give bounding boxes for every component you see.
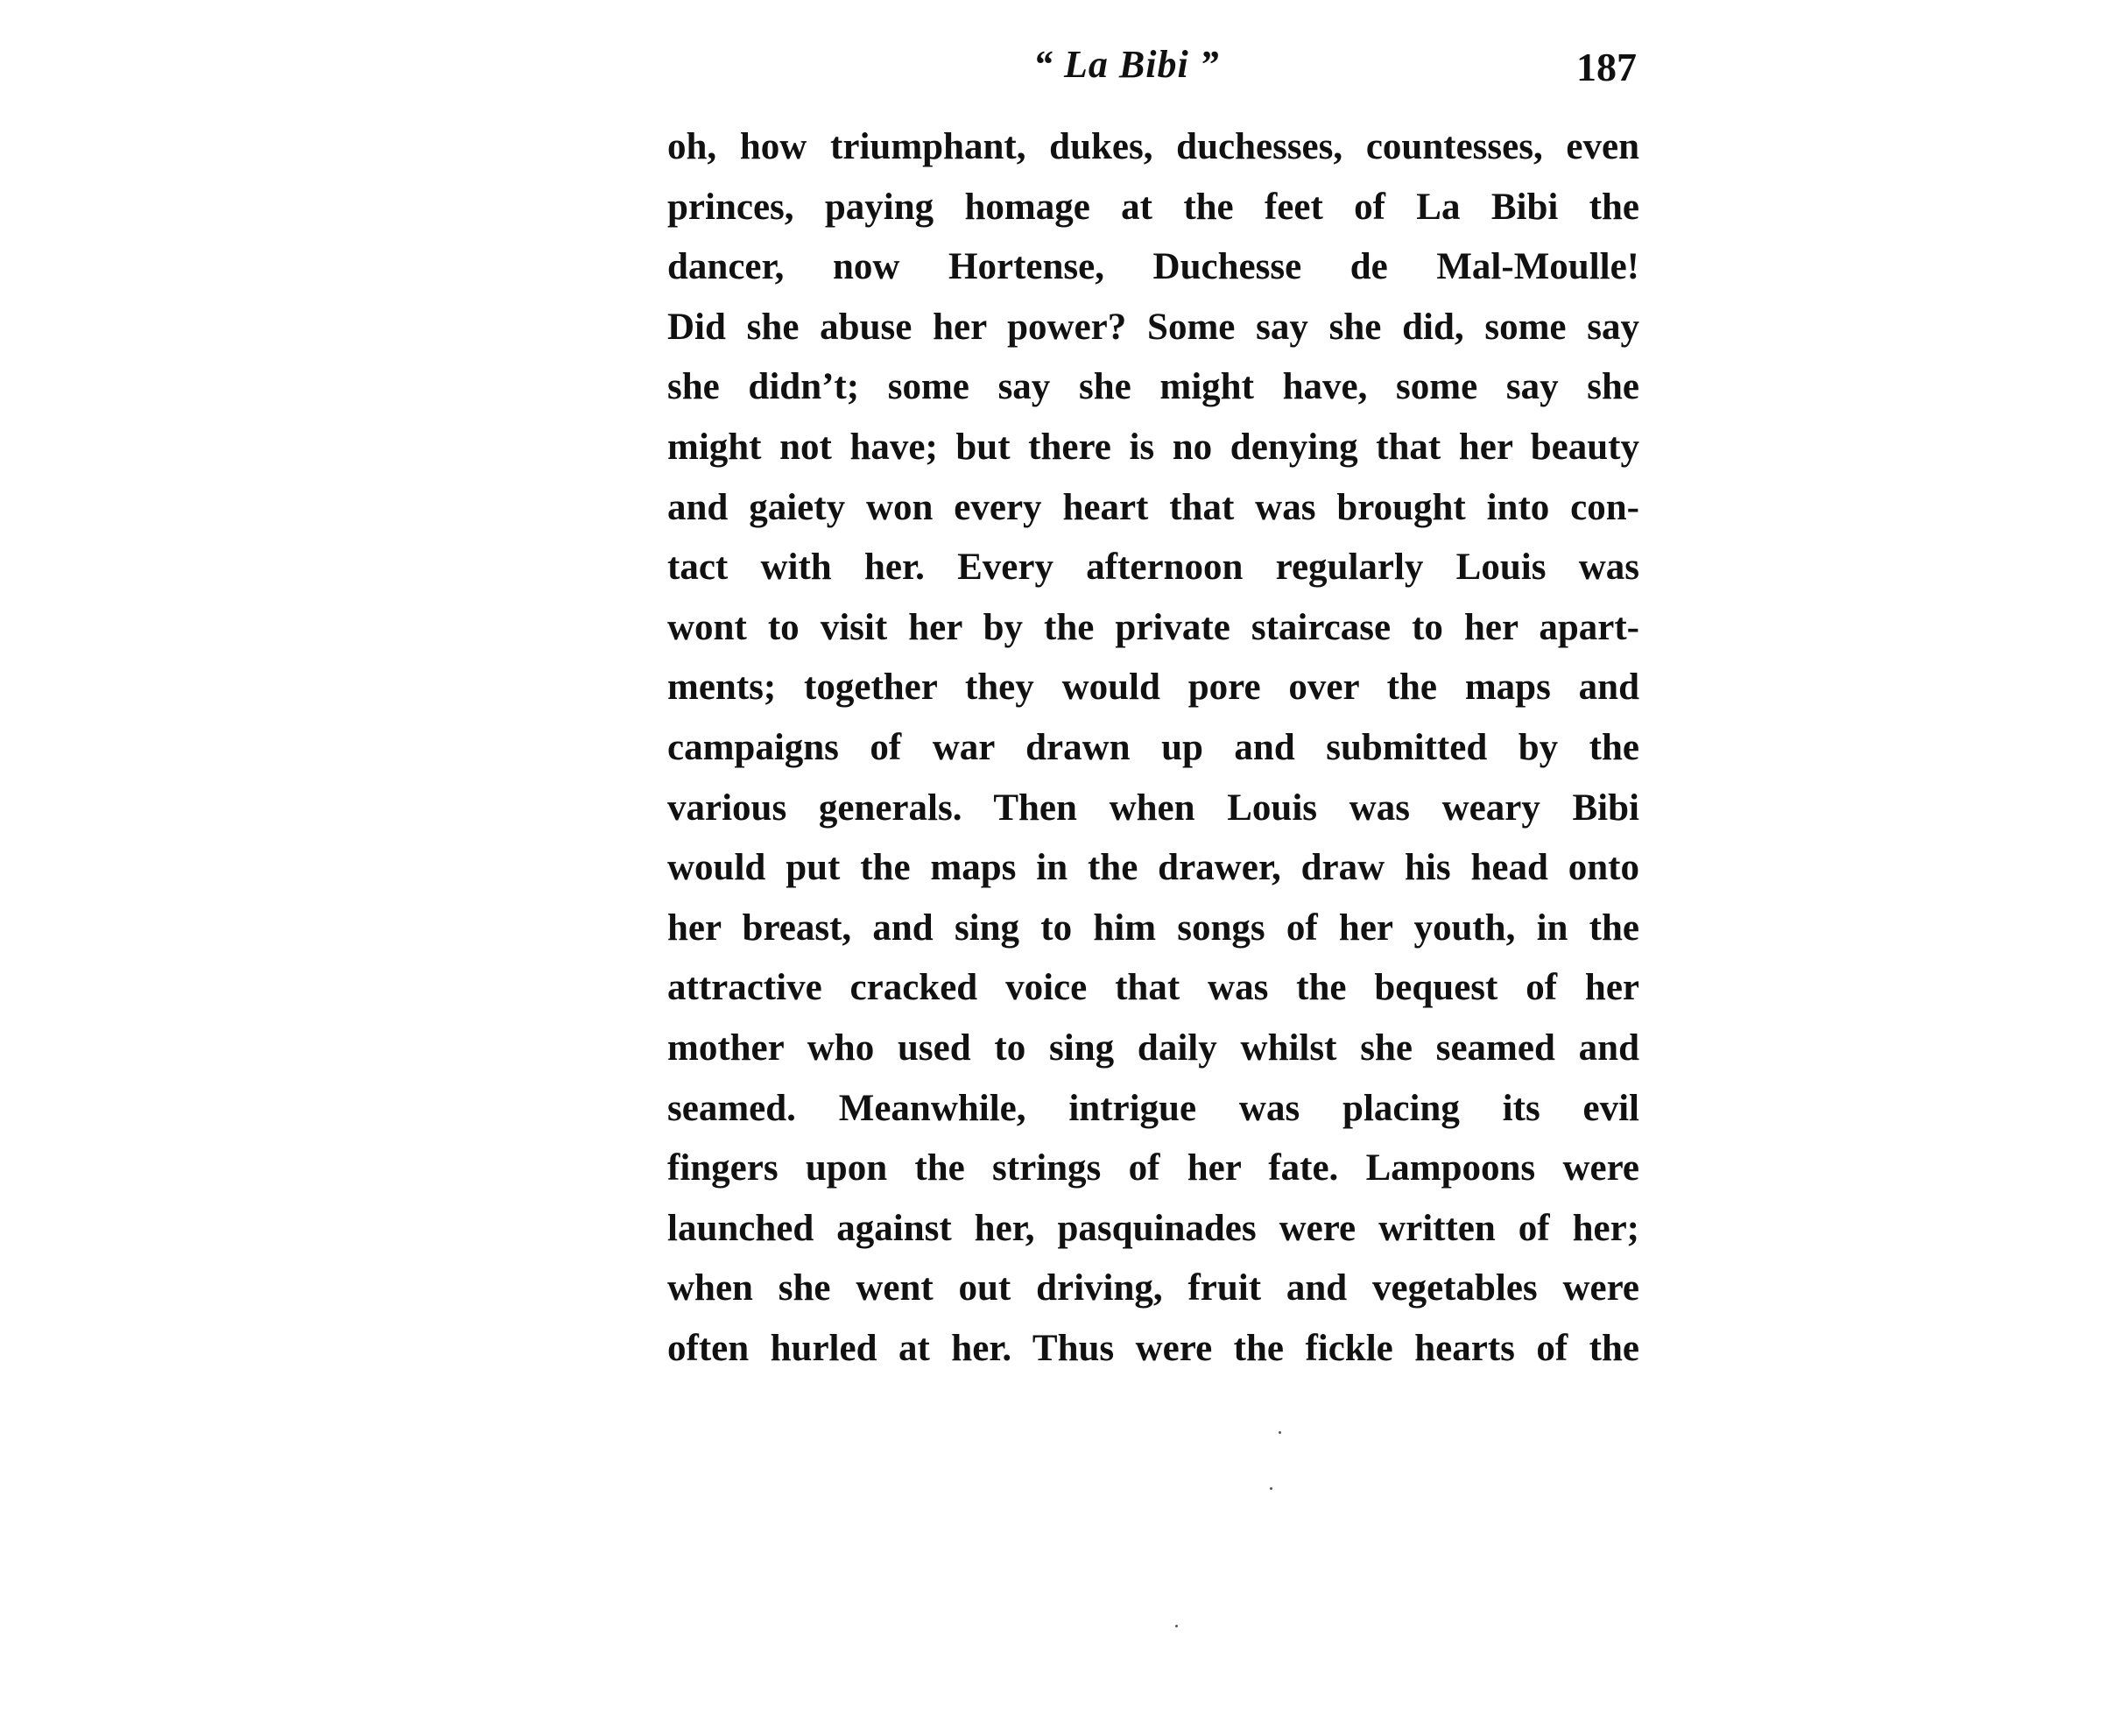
page-number: 187 [1576, 45, 1637, 89]
text-line: attractive cracked voice that was the bequest of her [667, 967, 1639, 1009]
body-text [667, 117, 1639, 1379]
text-line: Did she abuse her power? Some say she did, some say [667, 306, 1639, 348]
text-line: would put the maps in the drawer, draw his head onto [667, 847, 1639, 889]
text-line: she didn’t; some say she might have, some say she [667, 366, 1639, 408]
running-title: “ La Bibi ” [1033, 43, 1220, 86]
scan-speck [1270, 1487, 1272, 1490]
text-line: launched against her, pasquinades were written of her; [667, 1207, 1639, 1249]
text-line: fingers upon the strings of her fate. Lampoons were [667, 1147, 1639, 1189]
text-line: when she went out driving, fruit and vegetables were [667, 1267, 1639, 1309]
text-line: campaigns of war drawn up and submitted by the [667, 726, 1639, 768]
scan-speck [1175, 1625, 1178, 1627]
text-line: her breast, and sing to him songs of her youth, in the [667, 907, 1639, 949]
scan-speck [1279, 1431, 1281, 1434]
text-line: wont to visit her by the private staircase to her apart- [667, 606, 1639, 648]
text-line: seamed. Meanwhile, intrigue was placing its evil [667, 1087, 1639, 1129]
text-line: princes, paying homage at the feet of La Bibi the [667, 186, 1639, 228]
text-line: various generals. Then when Louis was weary Bibi [667, 787, 1639, 829]
text-line: might not have; but there is no denying that her beauty [667, 426, 1639, 468]
text-line: ments; together they would pore over the maps and [667, 667, 1639, 709]
text-line: mother who used to sing daily whilst she seamed and [667, 1027, 1639, 1069]
text-line: dancer, now Hortense, Duchesse de Mal-Moulle! [667, 246, 1639, 288]
text-line: and gaiety won every heart that was brought into con- [667, 486, 1639, 528]
text-line: tact with her. Every afternoon regularly Louis was [667, 547, 1639, 589]
text-line: oh, how triumphant, dukes, duchesses, countesses, even [667, 126, 1639, 167]
text-line: often hurled at her. Thus were the fickle hearts of the [667, 1327, 1639, 1369]
